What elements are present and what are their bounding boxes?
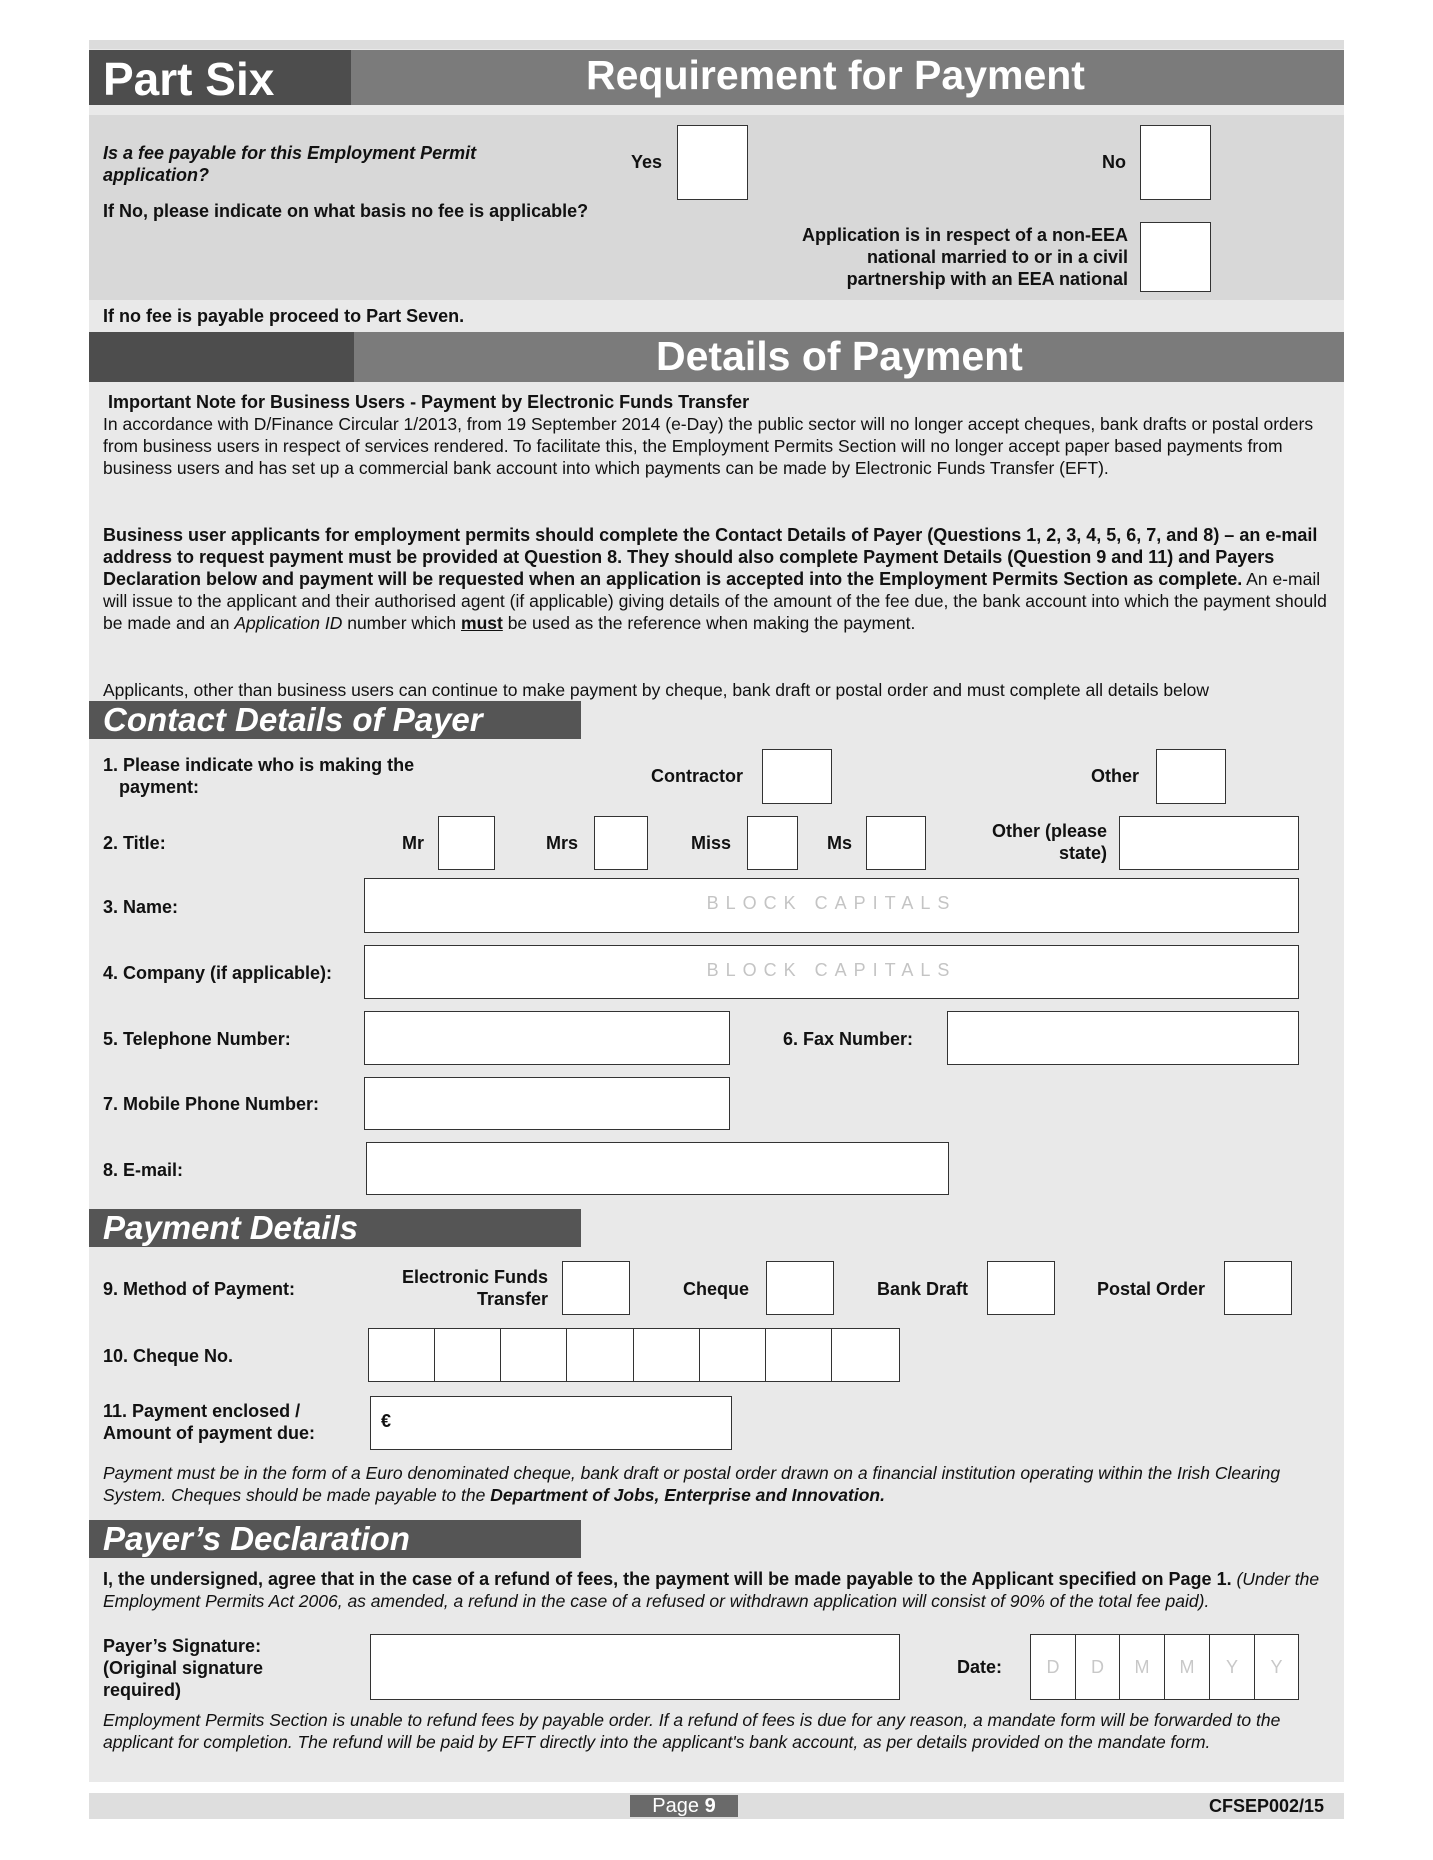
payment-amount-input[interactable] <box>370 1396 732 1450</box>
part-six-title: Requirement for Payment <box>586 52 1085 98</box>
company-placeholder: BLOCK CAPITALS <box>706 960 957 980</box>
q5-label: 5. Telephone Number: <box>103 1029 291 1049</box>
mobile-input[interactable] <box>364 1077 730 1130</box>
page-label: Page <box>652 1795 700 1817</box>
non-eea-line-1: Application is in respect of a non-EEA <box>801 225 1128 245</box>
contact-section-title: Contact Details of Payer <box>89 701 581 739</box>
business-user-text-a: An e-mail will issue to the applicant and their authorised agent (if applicable) giving details of the amount of the fee due, the bank account into which the payment should be made and an <box>103 569 1327 633</box>
cheque-checkbox[interactable] <box>766 1261 834 1315</box>
declaration-statement-note: (Under the Employment Permits Act 2006, as amended, a refund in the case of a refused or withdrawn application will consist of 90% of the total fee paid). <box>103 1569 1320 1611</box>
date-cell-year[interactable]: Y <box>1270 1657 1283 1677</box>
name-placeholder: BLOCK CAPITALS <box>706 893 957 913</box>
q2-label: 2. Title: <box>103 833 166 853</box>
business-user-bold: Business user applicants for employment permits should complete the Contact Details of Payer (Questions 1, 2, 3, 4, 5, 6, 7, and 8) – an e-mail address to request payment must be provided at Question 8. They should also complete Payment Details (Question 9 and 11) and Payers Declaration below and payment will be requested when an application is accepted into the Employment Permits Section as complete. <box>103 525 1318 589</box>
q6-label: 6. Fax Number: <box>783 1029 914 1049</box>
payment-form-note <box>103 1462 1343 1506</box>
page-number: 9 <box>704 1795 716 1817</box>
proceed-note: If no fee is payable proceed to Part Seven. <box>103 306 465 326</box>
non-eea-line-3: partnership with an EEA national <box>846 269 1128 289</box>
postal-order-checkbox[interactable] <box>1224 1261 1292 1315</box>
q3-label: 3. Name: <box>103 897 179 917</box>
bank-draft-checkbox[interactable] <box>987 1261 1055 1315</box>
payment-section-title: Payment Details <box>89 1209 581 1247</box>
non-eea-line-2: national married to or in a civil <box>866 247 1128 267</box>
q1-label-line1: 1. Please indicate who is making the <box>103 755 415 775</box>
mrs-label: Mrs <box>546 833 579 853</box>
euro-symbol: € <box>381 1411 392 1431</box>
q10-label: 10. Cheque No. <box>103 1346 234 1366</box>
date-cell-day[interactable]: D <box>1031 1635 1076 1699</box>
other-payer-checkbox[interactable] <box>1156 749 1226 804</box>
application-id-text: Application ID <box>234 613 343 633</box>
cheque-digit-cell[interactable] <box>435 1329 501 1381</box>
email-input[interactable] <box>366 1142 949 1195</box>
company-input[interactable] <box>364 945 1299 999</box>
refund-note: Employment Permits Section is unable to refund fees by payable order. If a refund of fees is due for any reason, a mandate form will be forwarded to the applicant for completion. The refund will be paid by EFT directly into the applicant's bank account, as per details provided on the mandate form. <box>103 1710 1281 1752</box>
yes-checkbox[interactable] <box>677 125 748 200</box>
postal-order-label: Postal Order <box>1097 1279 1206 1299</box>
no-checkbox[interactable] <box>1140 125 1211 200</box>
cheque-digit-cell[interactable] <box>700 1329 766 1381</box>
date-input[interactable] <box>1030 1634 1299 1700</box>
no-label: No <box>1102 152 1126 172</box>
bank-draft-label: Bank Draft <box>877 1279 969 1299</box>
date-label: Date: <box>957 1657 1003 1677</box>
other-applicants-paragraph: Applicants, other than business users can continue to make payment by cheque, bank draft or postal order and must complete all details below <box>103 680 1210 700</box>
business-user-text-c: be used as the reference when making the payment. <box>502 613 916 633</box>
q7-label: 7. Mobile Phone Number: <box>103 1094 320 1114</box>
important-note-heading: Important Note for Business Users - Payment by Electronic Funds Transfer <box>108 392 750 412</box>
other-payer-label: Other <box>1091 766 1140 786</box>
fax-input[interactable] <box>947 1011 1299 1065</box>
form-code: CFSEP002/15 <box>1209 1796 1325 1816</box>
signature-label-1: Payer’s Signature: <box>103 1636 262 1656</box>
payment-form-note-text: Payment must be in the form of a Euro denominated cheque, bank draft or postal order drawn on a financial institution operating within the Irish Clearing System. Cheques should be made payable to the <box>103 1463 1281 1505</box>
date-cell-month[interactable]: M <box>1120 1635 1165 1699</box>
eft-paragraph: In accordance with D/Finance Circular 1/2013, from 19 September 2014 (e-Day) the public sector will no longer accept cheques, bank drafts or postal orders from business users in respect of services rendered. To facilitate this, the Employment Permits Section will no longer accept paper based payments from business users and has set up a commercial bank account into which payments can be made by Electronic Funds Transfer (EFT). <box>103 414 1314 478</box>
miss-label: Miss <box>691 833 732 853</box>
cheque-digit-cell[interactable] <box>766 1329 832 1381</box>
ms-checkbox[interactable] <box>866 816 926 870</box>
details-title: Details of Payment <box>656 333 1023 379</box>
signature-label-3: required) <box>103 1680 182 1700</box>
yes-label: Yes <box>631 152 663 172</box>
cheque-number-input[interactable] <box>368 1328 900 1382</box>
cheque-digit-cell[interactable] <box>567 1329 634 1381</box>
q4-label: 4. Company (if applicable): <box>103 963 333 983</box>
date-cell-day[interactable]: D <box>1076 1635 1120 1699</box>
date-cell-month[interactable]: M <box>1165 1635 1210 1699</box>
name-input[interactable] <box>364 878 1299 933</box>
other-title-input[interactable] <box>1119 816 1299 870</box>
ms-label: Ms <box>827 833 853 853</box>
declaration-statement-bold: I, the undersigned, agree that in the case of a refund of fees, the payment will be made payable to the Applicant specified on Page 1. <box>103 1569 1232 1589</box>
cheque-digit-cell[interactable] <box>369 1329 435 1381</box>
telephone-input[interactable] <box>364 1011 730 1065</box>
cheque-digit-cell[interactable] <box>501 1329 567 1381</box>
must-text: must <box>461 613 503 633</box>
mrs-checkbox[interactable] <box>594 816 648 870</box>
q8-label: 8. E-mail: <box>103 1160 184 1180</box>
top-strip <box>89 40 1344 49</box>
eft-label-1: Electronic Funds <box>401 1267 548 1287</box>
cheque-digit-cell[interactable] <box>832 1329 899 1381</box>
cheque-label: Cheque <box>683 1279 750 1299</box>
contractor-label: Contractor <box>651 766 744 786</box>
other-title-label-2: state) <box>1058 843 1107 863</box>
miss-checkbox[interactable] <box>747 816 798 870</box>
q11-label-1: 11. Payment enclosed / <box>103 1401 301 1421</box>
contractor-checkbox[interactable] <box>762 749 832 804</box>
details-header-block <box>89 332 354 382</box>
signature-label-2: (Original signature <box>103 1658 264 1678</box>
payee-name: Department of Jobs, Enterprise and Innovation. <box>490 1485 885 1505</box>
q1-label-line2: payment: <box>119 777 200 797</box>
declaration-statement <box>103 1568 1343 1612</box>
eft-label-2: Transfer <box>476 1289 548 1309</box>
non-eea-checkbox[interactable] <box>1140 222 1211 292</box>
date-cell-year[interactable]: Y <box>1210 1635 1255 1699</box>
signature-input[interactable] <box>370 1634 900 1700</box>
mr-checkbox[interactable] <box>438 816 495 870</box>
part-six-label: Part Six <box>103 53 275 105</box>
business-user-text-b: number which <box>342 613 462 633</box>
other-title-label-1: Other (please <box>991 821 1107 841</box>
mr-label: Mr <box>402 833 424 853</box>
cheque-digit-cell[interactable] <box>634 1329 700 1381</box>
eft-checkbox[interactable] <box>562 1261 630 1315</box>
basis-question: If No, please indicate on what basis no fee is applicable? <box>103 201 589 221</box>
q9-label: 9. Method of Payment: <box>103 1279 296 1299</box>
business-user-paragraph <box>103 524 1338 634</box>
fee-question: Is a fee payable for this Employment Permit application? <box>103 143 477 185</box>
q11-label-2: Amount of payment due: <box>103 1423 315 1443</box>
page-badge <box>630 1795 738 1817</box>
declaration-section-title: Payer’s Declaration <box>89 1520 581 1558</box>
